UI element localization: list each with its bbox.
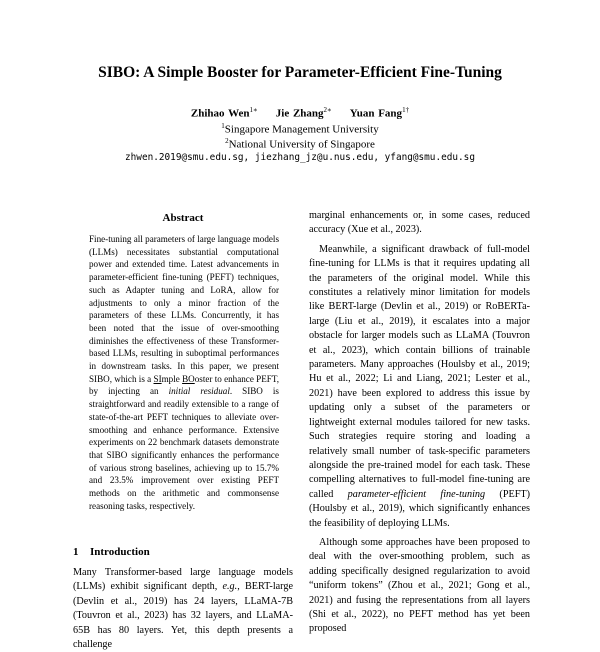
body-text: Meanwhile, a significant drawback of full-model fine-tuning for LLMs is that it requires updating all the parameters of the original model. While this constitutes a relatively minor limitation for models like BERT-large (Devlin et al., 2019) or RoBERTa-large (Liu et al., 2019), it escalates into a major obstacle for larger models such as LLaMA (Touvron et al., 2023), which contain billions of trainable parameters. Many approaches (Houlsby et al., 2019; Hu et al., 2022; Li and Liang, 2021; Lester et al., 2021) have been explored to address this issue by updating only a subset of the parameters or lightweight external modules tailored for new tasks. Such strategies require storing and loading a relatively small number of task-specific parameters alongside the pre-trained model for each task. These compelling alternatives to full-model fine-tuning are called — [309, 243, 530, 500]
author-list — [0, 106, 600, 120]
author-mark: 2∗ — [323, 106, 332, 114]
author-name: Jie Zhang — [275, 107, 324, 120]
author-name: Zhihao Wen — [190, 107, 250, 120]
affiliation-mark: 1 — [221, 122, 225, 130]
body-text: , BERT-large (Devlin et al., 2019) has 24 layers, LLaMA-7B (Touvron et al., 2023) has 32 layers, and LLaMA-65B has 80 layers. Yet, this depth presents a challenge — [73, 581, 293, 651]
abstract-body — [89, 233, 279, 512]
section-number: 1 — [73, 546, 79, 558]
body-emphasis: parameter-efficient fine-tuning — [347, 488, 486, 500]
section-title: Introduction — [90, 546, 150, 558]
body-text: Many Transformer-based large language models (LLMs) exhibit significant depth, — [73, 567, 293, 593]
introduction-body — [73, 566, 293, 652]
abstract-acronym-bo: BO — [182, 373, 195, 384]
abstract-text: mple — [161, 373, 183, 384]
author-emails: zhwen.2019@smu.edu.sg, jiezhang_jz@u.nus.edu, yfang@smu.edu.sg — [125, 152, 475, 163]
paragraph — [309, 243, 530, 531]
right-column — [309, 209, 530, 637]
abstract-heading: Abstract — [162, 212, 204, 224]
affiliation-text: National University of Singapore — [228, 138, 375, 151]
author-mark: 1∗ — [249, 106, 258, 114]
abstract-text: Fine-tuning all parameters of large language models (LLMs) necessitates substantial computational power and extended time. Latest advancements in parameter-efficient fine-tuning (PEFT) techniques, such as Adapter tuning and LoRA, allow for adjustments to only a minor fraction of the parameters of these LLMs. Concurrently, it has been noted that the issue of over-smoothing diminishes the effectiveness of these Transformer-based LLMs, resulting in suboptimal performances in downstream tasks. In this paper, we present SIBO, which is a — [89, 234, 279, 384]
section-heading-introduction — [73, 546, 150, 558]
body-text: (PEFT) (Houlsby et al., 2019), which significantly enhances the feasibility of deploying LLMs. — [309, 488, 530, 529]
affiliation-text: Singapore Management University — [224, 123, 379, 136]
abstract-acronym-si: SI — [153, 373, 162, 384]
author-name: Yuan Fang — [349, 107, 403, 120]
abstract-emphasis: initial residual — [168, 386, 230, 397]
affiliation — [0, 122, 600, 136]
paragraph: Although some approaches have been proposed to deal with the over-smoothing problem, such as adding specifically designed regularization to avoid “uniform tokens” (Zhou et al., 2021; Gong et al., 2021) and fusing the representations from all layers (Shi et al., 2022), no PEFT method has yet been proposed — [309, 536, 530, 635]
abstract-text: . SIBO is straightforward and readily extensible to a range of state-of-the-art PEFT techniques to alleviate over-smoothing and enhance performance. Extensive experiments on 22 benchmark datasets demonstrate that SIBO significantly enhances the performance of various strong baselines, achieving up to 15.7% and 23.5% improvement over existing PEFT methods on the arithmetic and commonsense reasoning tasks, respectively. — [89, 386, 279, 511]
affiliation-mark: 2 — [225, 137, 229, 145]
paragraph: marginal enhancements or, in some cases, reduced accuracy (Xue et al., 2023). — [309, 210, 530, 236]
affiliation — [0, 137, 600, 151]
abstract-text: oster to enhance PEFT, by injecting an — [89, 373, 279, 397]
paper-title: SIBO: A Simple Booster for Parameter-Efficient Fine-Tuning — [98, 64, 502, 81]
body-emphasis: e.g. — [222, 581, 238, 593]
author-mark: 1† — [402, 106, 410, 114]
